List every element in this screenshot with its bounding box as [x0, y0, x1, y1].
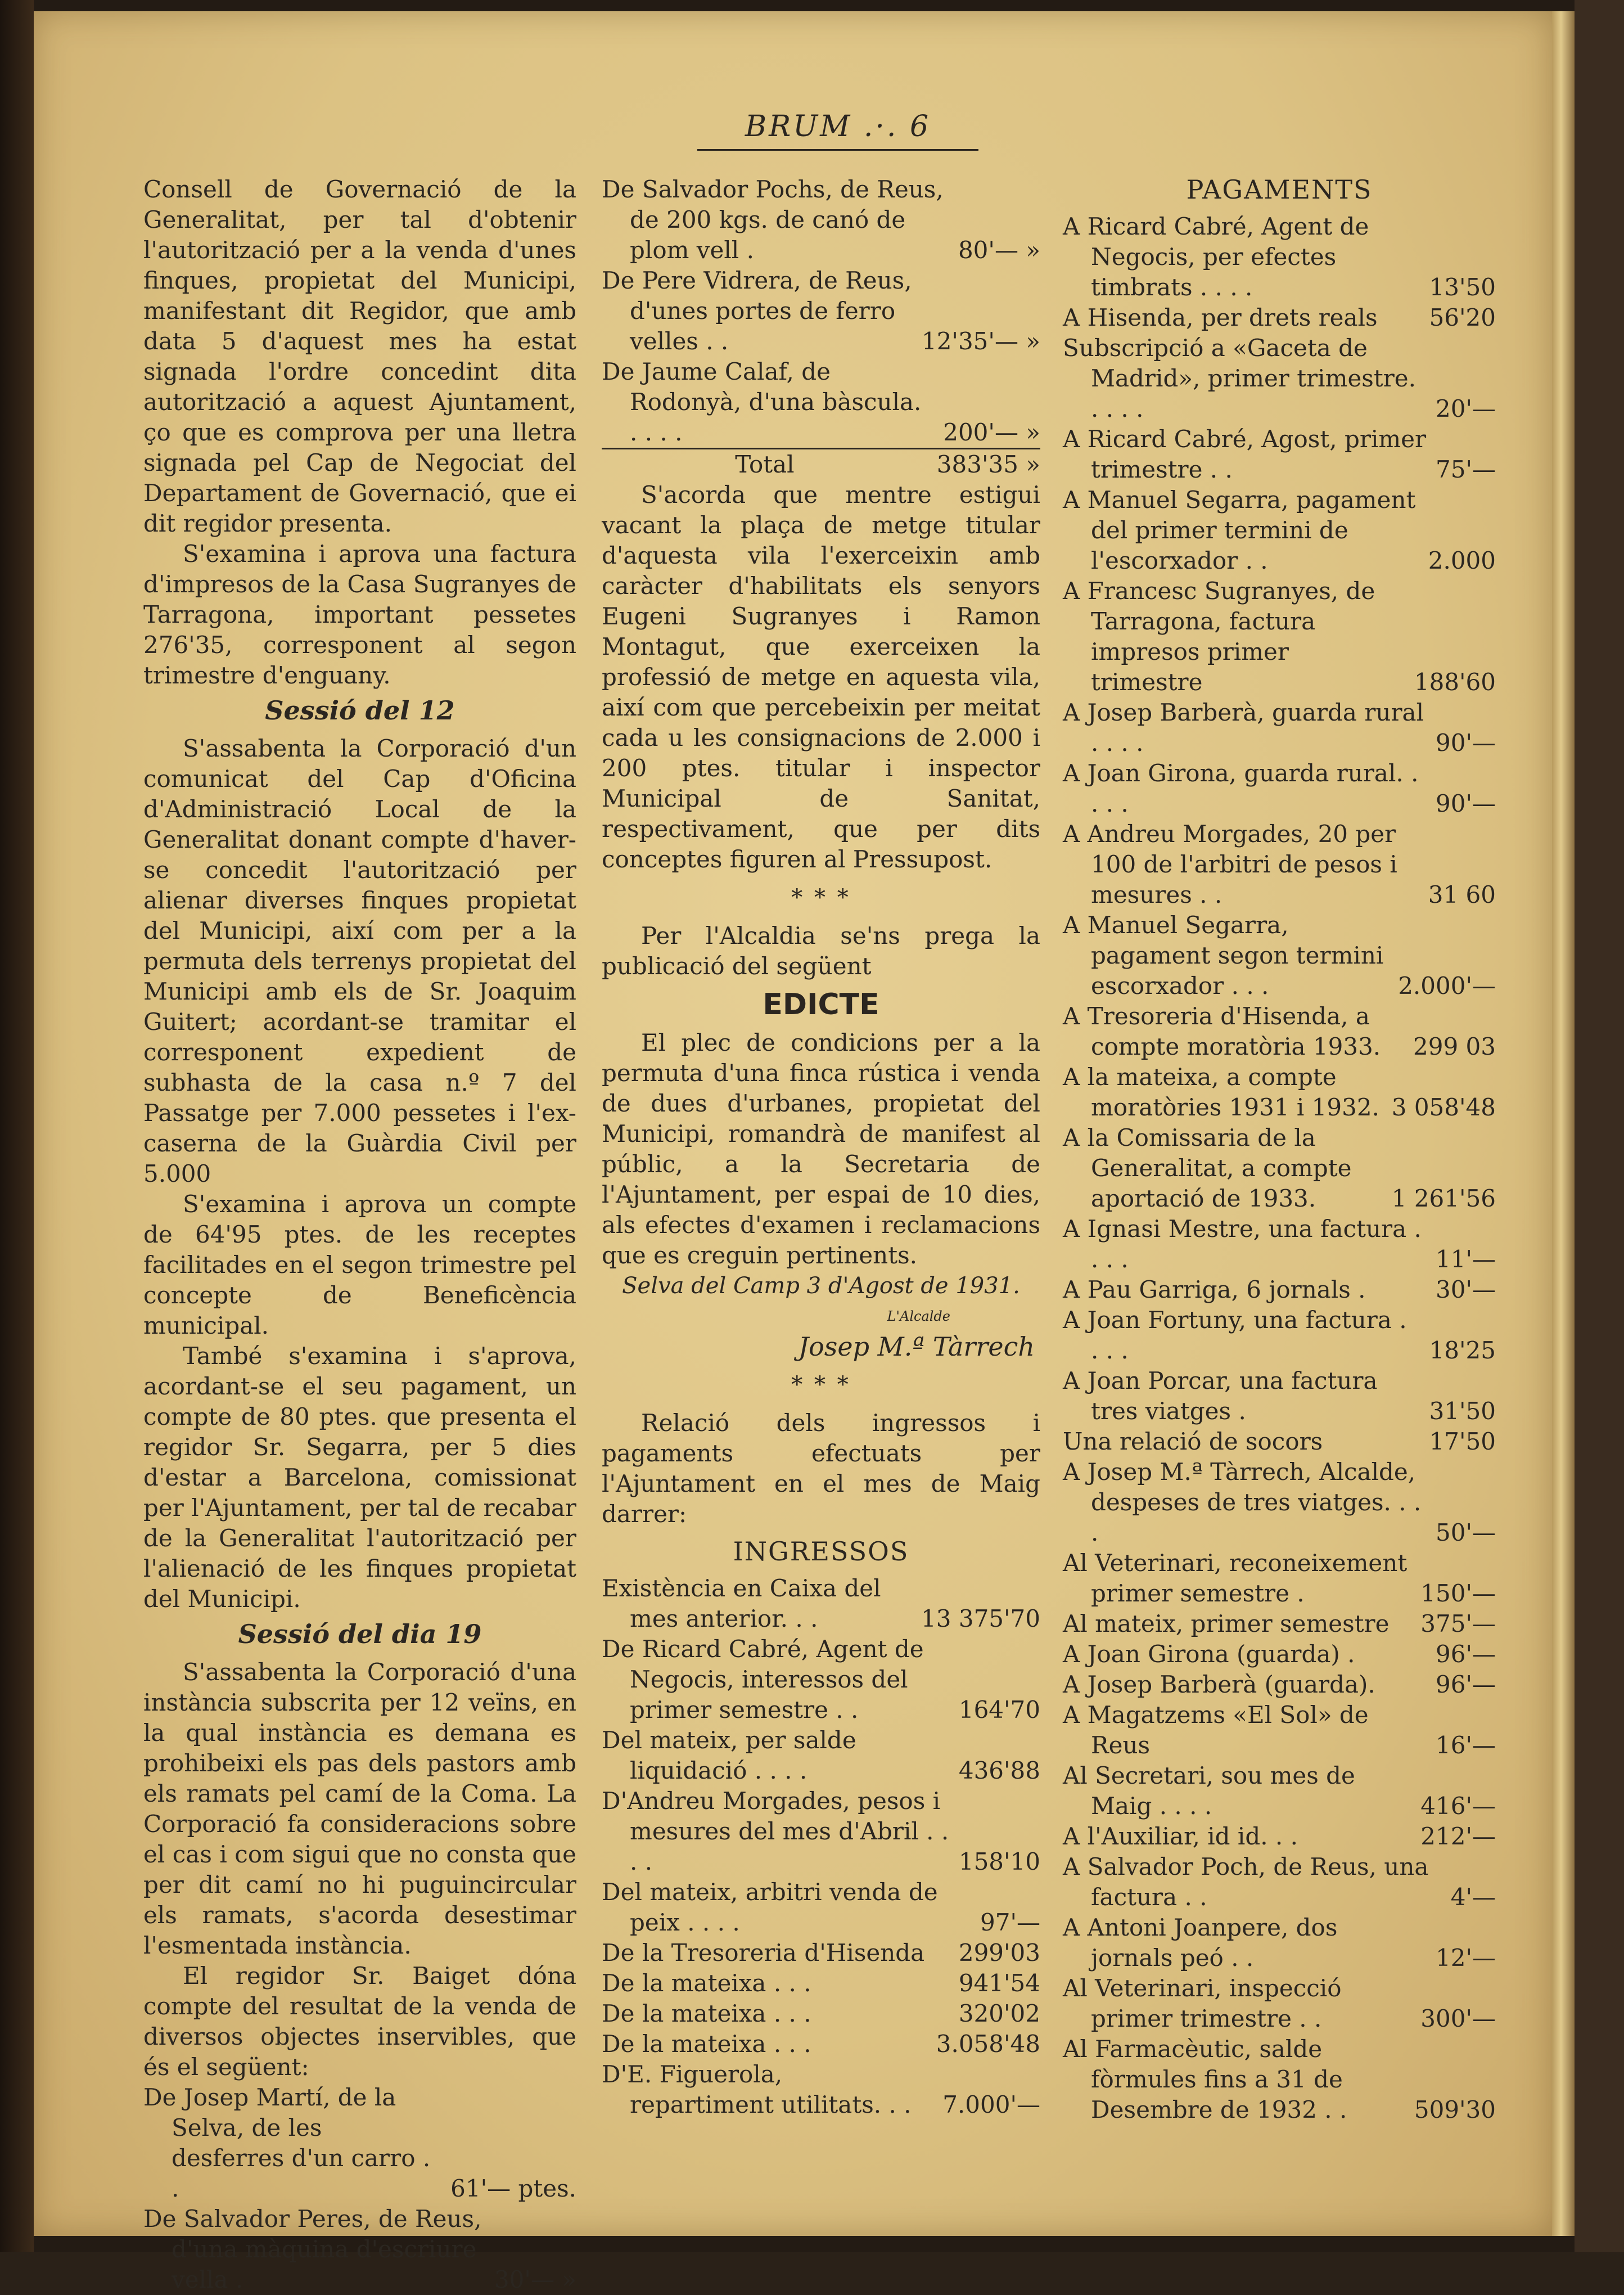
session-heading: Sessió del dia 19	[238, 1619, 482, 1649]
item-amount: 300'—	[1420, 2005, 1496, 2032]
list-item	[1063, 1700, 1496, 1761]
item-text: A Tresoreria d'Hisenda, a compte moratòria 1933.	[1063, 1002, 1381, 1060]
item-amount: 50'—	[1436, 1519, 1496, 1546]
item-text: De la mateixa . . .	[602, 1969, 811, 1997]
list-item	[602, 357, 1040, 448]
item-amount: 17'50	[1429, 1428, 1496, 1455]
list-item	[602, 1634, 1040, 1725]
item-text: Al Veterinari, inspecció primer trimestre . .	[1063, 1974, 1342, 2032]
item-amount: 13'50	[1429, 273, 1496, 301]
total-row	[602, 448, 1040, 480]
item-text: Al Secretari, sou mes de Maig . . . .	[1063, 1762, 1355, 1820]
item-amount: 16'—	[1436, 1731, 1496, 1759]
next-page-strip	[1575, 0, 1624, 2252]
item-text: De la Tresoreria d'Hisenda	[602, 1939, 925, 1966]
item-text: Al mateix, primer semestre	[1063, 1610, 1390, 1637]
list-item	[1063, 1821, 1496, 1852]
pagaments-heading: PAGAMENTS	[1186, 174, 1373, 205]
list-item	[1063, 698, 1496, 758]
list-item	[602, 2029, 1040, 2059]
total-label: Total	[735, 451, 795, 478]
item-text: Una relació de socors	[1063, 1428, 1323, 1455]
column-3	[1063, 174, 1496, 2125]
list-item	[1063, 1366, 1496, 1426]
item-amount: 31 60	[1428, 881, 1496, 908]
item-text: Subscripció a «Gaceta de Madrid», primer trimestre. . . . .	[1063, 334, 1417, 422]
paragraph: Relació dels ingressos i pagaments efectuats per l'Ajuntament en el mes de Maig darrer:	[602, 1409, 1040, 1528]
item-text: A la Comissaria de la Generalitat, a compte aportació de 1933.	[1063, 1124, 1352, 1212]
edicte-heading: EDICTE	[763, 988, 879, 1022]
list-item	[602, 1999, 1040, 2029]
item-text: A Joan Girona, guarda rural. . . . .	[1063, 759, 1419, 817]
list-item	[143, 2204, 576, 2295]
item-text: Del mateix, arbitri venda de peix . . . .	[602, 1878, 938, 1936]
item-text: A Pau Garriga, 6 jornals .	[1063, 1276, 1366, 1303]
list-item	[1063, 1305, 1496, 1366]
item-amount: 941'54	[958, 1969, 1040, 1997]
item-text: De Jaume Calaf, de Rodonyà, d'una bàscula. . . . .	[602, 358, 922, 446]
list-item	[143, 2082, 576, 2204]
item-amount: 31'50	[1429, 1397, 1496, 1425]
item-amount: 509'30	[1414, 2096, 1496, 2123]
item-text: A Francesc Sugranyes, de Tarragona, factura impresos primer trimestre	[1063, 577, 1375, 696]
item-text: De Salvador Peres, de Reus, d'una màquina d'escriure vella .	[143, 2205, 482, 2293]
item-amount: 75'—	[1436, 456, 1496, 483]
list-item	[1063, 485, 1496, 576]
list-item	[1063, 758, 1496, 819]
item-text: De Salvador Pochs, de Reus, de 200 kgs. de canó de plom vell .	[602, 176, 944, 264]
item-amount: 96'—	[1436, 1671, 1496, 1698]
item-text: A Josep Barberà (guarda).	[1063, 1671, 1375, 1698]
paragraph: També s'examina i s'aprova, acordant-se el seu pagament, un compte de 80 ptes. que presenta el regidor Sr. Segarra, per 5 dies d'estar a Barcelona, comissionat per l'Ajuntament, per tal de recabar de la Generalitat l'autorització per l'alienació de les finques propietat del Municipi.	[143, 1342, 576, 1613]
list-item	[1063, 424, 1496, 485]
total-value: 383'35 »	[936, 451, 1040, 478]
item-text: A Antoni Joanpere, dos jornals peó . .	[1063, 1914, 1338, 1972]
item-amount: 3.058'48	[936, 2030, 1040, 2058]
paragraph: Consell de Governació de la Generalitat, per tal d'obtenir l'autorització per a la venda d'unes finques, propietat del Municipi, manifestant dit Regidor, que amb data 5 d'aquest mes ha estat signada l'ordre concedint dita autorització a aquest Ajuntament, ço que es comprova per una lletra signada pel Cap de Negociat del Departament de Governació, que ei dit regidor presenta.	[143, 176, 576, 537]
item-amount: 320'02	[958, 2000, 1040, 2027]
list-item	[1063, 1123, 1496, 1214]
item-amount: 90'—	[1436, 790, 1496, 817]
list-item	[602, 2059, 1040, 2120]
item-amount: 416'—	[1420, 1792, 1496, 1820]
paragraph: S'assabenta la Corporació d'una instància subscrita per 12 veïns, en la qual instància es demana es prohibeixi els pas dels pastors amb els ramats pel camí de la Coma. La Corporació fa consideracions sobre el cas i com sigui que no consta que per dit camí no hi puguincircular els ramats, s'acorda desestimar l'esmentada instància.	[143, 1658, 576, 1959]
item-amount: 7.000'—	[942, 2091, 1040, 2118]
ingressos-heading: INGRESSOS	[733, 1536, 909, 1567]
list-item	[1063, 1609, 1496, 1639]
list-item	[1063, 333, 1496, 424]
item-amount: 299'03	[958, 1939, 1040, 1966]
item-text: A Ricard Cabré, Agent de Negocis, per efectes timbrats . . . .	[1063, 213, 1369, 301]
item-amount: 12'—	[1436, 1944, 1496, 1972]
item-text: Existència en Caixa del mes anterior. . .	[602, 1574, 881, 1632]
list-item	[1063, 1426, 1496, 1457]
list-item	[602, 1968, 1040, 1999]
list-item	[1063, 1670, 1496, 1700]
list-item	[1063, 910, 1496, 1001]
item-text: A Joan Porcar, una factura tres viatges .	[1063, 1367, 1378, 1425]
list-item	[1063, 1001, 1496, 1062]
item-text: De Josep Martí, de la Selva, de les desferres d'un carro . .	[143, 2084, 431, 2202]
item-amount: 56'20	[1429, 304, 1496, 331]
item-amount: 30'— »	[494, 2266, 576, 2293]
item-text: A Hisenda, per drets reals	[1063, 304, 1378, 331]
item-amount: 1 261'56	[1391, 1185, 1496, 1212]
signature-label: L'Alcalde	[887, 1308, 950, 1324]
paragraph: S'assabenta la Corporació d'un comunicat del Cap d'Oficina d'Administració Local de la Generalitat donant compte d'haver-se concedit l'autorització per alienar diverses finques propietat del Municipi, així com per a la permuta dels terrenys propietat del Municipi amb els de Sr. Joaquim Guitert; acordant-se tramitar el corresponent expedient de subhasta de la casa n.º 7 del Passatge per 7.000 pessetes i l'ex-caserna de la Guàrdia Civil per 5.000	[143, 735, 576, 1187]
item-amount: 200'— »	[943, 418, 1040, 446]
list-item	[1063, 819, 1496, 910]
item-amount: 97'—	[980, 1909, 1040, 1936]
item-text: De la mateixa . . .	[602, 2000, 811, 2027]
list-item	[602, 1573, 1040, 1634]
item-text: A Magatzems «El Sol» de Reus	[1063, 1701, 1369, 1759]
list-item	[602, 1786, 1040, 1877]
list-item	[1063, 303, 1496, 333]
item-text: De Ricard Cabré, Agent de Negocis, interessos del primer semestre . .	[602, 1635, 924, 1724]
item-amount: 299 03	[1413, 1033, 1496, 1060]
item-amount: 2.000'—	[1398, 972, 1496, 1000]
paragraph: El plec de condicions per a la permuta d'una finca rústica i venda de dues d'urbanes, propietat del Municipi, romandrà de manifest al públic, a la Secretaria de l'Ajuntament, per espai de 10 dies, als efectes d'examen i reclamacions que es creguin pertinents.	[602, 1029, 1040, 1269]
item-text: Del mateix, per salde liquidació . . . .	[602, 1726, 856, 1784]
item-amount: 4'—	[1450, 1883, 1496, 1911]
item-text: A Joan Girona (guarda) .	[1063, 1640, 1355, 1668]
item-text: A Joan Fortuny, una factura . . . .	[1063, 1306, 1407, 1364]
item-text: A Josep Barberà, guarda rural . . . .	[1063, 699, 1424, 757]
item-amount: 30'—	[1436, 1276, 1496, 1303]
item-amount: 375'—	[1420, 1610, 1496, 1637]
item-amount: 3 058'48	[1391, 1094, 1496, 1121]
list-item	[1063, 2034, 1496, 2125]
list-item	[1063, 1457, 1496, 1548]
list-item	[1063, 1548, 1496, 1609]
item-amount: 212'—	[1420, 1822, 1496, 1850]
list-item	[602, 1877, 1040, 1938]
item-text: A Salvador Poch, de Reus, una factura . .	[1063, 1853, 1429, 1911]
item-amount: 96'—	[1436, 1640, 1496, 1668]
edicte-date: Selva del Camp 3 d'Agost de 1931.	[622, 1273, 1020, 1299]
list-item	[602, 266, 1040, 357]
item-amount: 436'88	[958, 1757, 1040, 1784]
separator-stars: * * *	[791, 1372, 851, 1398]
item-text: A l'Auxiliar, id id. . .	[1063, 1822, 1298, 1850]
list-item	[1063, 1214, 1496, 1275]
item-text: A Manuel Segarra, pagament segon termini escorxador . . .	[1063, 911, 1384, 1000]
list-item	[1063, 1639, 1496, 1670]
item-text: A Ignasi Mestre, una factura . . . .	[1063, 1215, 1422, 1273]
ingressos-list	[602, 1573, 1040, 2120]
item-amount: 150'—	[1420, 1580, 1496, 1607]
paragraph: Per l'Alcaldia se'ns prega la publicació del següent	[602, 922, 1040, 980]
page-header: BRUM .·. 6	[697, 110, 978, 151]
item-text: A Manuel Segarra, pagament del primer termini de l'escorxador . .	[1063, 486, 1416, 574]
signature-name: Josep M.ª Tàrrech	[798, 1331, 1035, 1362]
item-amount: 13 375'70	[921, 1605, 1040, 1632]
item-text: A Ricard Cabré, Agost, primer trimestre . .	[1063, 425, 1427, 483]
item-text: Al Veterinari, reconeixement primer semestre .	[1063, 1549, 1408, 1607]
list-item	[1063, 1852, 1496, 1912]
item-amount: 12'35'— »	[921, 327, 1040, 355]
list-item	[1063, 576, 1496, 698]
session-heading: Sessió del 12	[265, 695, 455, 726]
separator-stars: * * *	[791, 885, 851, 911]
column-1	[143, 174, 576, 2295]
list-item	[1063, 1973, 1496, 2034]
item-amount: 18'25	[1429, 1336, 1496, 1364]
item-amount: 61'— ptes.	[450, 2175, 576, 2202]
page-edge	[1552, 11, 1575, 2236]
column-2	[602, 174, 1040, 2120]
item-text: A Andreu Morgades, 20 per 100 de l'arbitri de pesos i mesures . .	[1063, 820, 1397, 908]
item-amount: 90'—	[1436, 729, 1496, 757]
item-text: Al Farmacèutic, salde fòrmules fins a 31 de Desembre de 1932 . .	[1063, 2035, 1347, 2123]
item-amount: 188'60	[1414, 668, 1496, 696]
book-spine	[0, 0, 34, 2252]
list-item	[1063, 1275, 1496, 1305]
item-text: D'E. Figuerola, repartiment utilitats. . .	[602, 2060, 912, 2118]
paragraph: S'examina i aprova una factura d'impresos de la Casa Sugranyes de Tarragona, important pessetes 276'35, corresponent al segon trimestre d'enguany.	[143, 540, 576, 689]
paragraph: S'acorda que mentre estigui vacant la plaça de metge titular d'aquesta vila l'exerceixin amb caràcter d'habilitats els senyors Eugeni Sugranyes i Ramon Montagut, que exerceixen la professió de metge en aquesta vila, així com que percebeixin per meitat cada u les consignacions de 2.000 i 200 ptes. titular i inspector Municipal de Sanitat, respectivament, que per dits conceptes figuren al Pressupost.	[602, 481, 1040, 873]
item-text: De Pere Vidrera, de Reus, d'unes portes de ferro velles . .	[602, 267, 912, 355]
paragraph: S'examina i aprova un compte de 64'95 ptes. de les receptes facilitades en el segon trimestre pel concepte de Beneficència municipal.	[143, 1190, 576, 1339]
paragraph: El regidor Sr. Baiget dóna compte del resultat de la venda de diversos objectes inservibles, que és el següent:	[143, 1962, 576, 2081]
pagaments-list	[1063, 212, 1496, 2125]
list-item	[1063, 1761, 1496, 1821]
list-item	[1063, 212, 1496, 303]
item-amount: 164'70	[958, 1696, 1040, 1724]
list-item	[602, 1725, 1040, 1786]
list-item	[602, 1938, 1040, 1968]
item-amount: 11'—	[1436, 1245, 1496, 1273]
item-amount: 20'—	[1436, 395, 1496, 422]
item-amount: 2.000	[1428, 547, 1496, 574]
item-amount: 80'— »	[958, 236, 1040, 264]
item-text: A la mateixa, a compte moratòries 1931 i 1932.	[1063, 1063, 1379, 1121]
list-item	[602, 174, 1040, 266]
item-text: D'Andreu Morgades, pesos i mesures del mes d'Abril . . . .	[602, 1787, 949, 1875]
item-text: De la mateixa . . .	[602, 2030, 811, 2058]
list-item	[1063, 1912, 1496, 1973]
item-amount: 158'10	[958, 1848, 1040, 1875]
item-text: A Josep M.ª Tàrrech, Alcalde, despeses de tres viatges. . . .	[1063, 1458, 1422, 1546]
list-item	[1063, 1062, 1496, 1123]
